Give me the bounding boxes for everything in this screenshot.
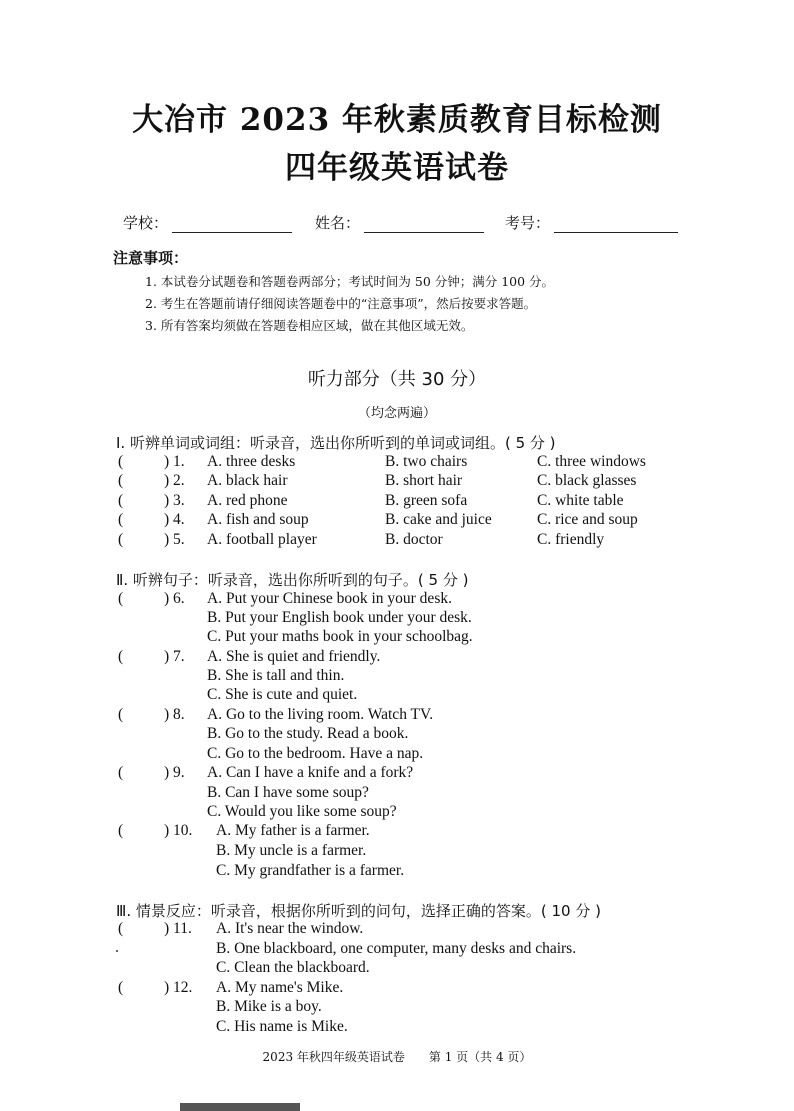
part3-heading: Ⅲ. 情景反应：听录音，根据你所听到的问句，选择正确的答案。( 10 分 ) [116, 902, 601, 920]
option-a: A. fish and soup [207, 511, 309, 528]
school-field[interactable] [123, 212, 292, 233]
option-a: A. black hair [207, 472, 288, 489]
answer-paren[interactable]: ( [118, 492, 124, 509]
part2-heading: Ⅱ. 听辨句子：听录音，选出你所听到的句子。( 5 分 ) [116, 571, 469, 589]
option-b: B. cake and juice [385, 511, 492, 528]
name-label: 姓名： [315, 214, 361, 232]
listening-note: （均念两遍） [357, 406, 436, 421]
question-number: ) 12. [164, 979, 193, 996]
part1-heading: Ⅰ. 听辨单词或词组：听录音，选出你所听到的单词或词组。( 5 分 ) [116, 434, 556, 452]
notice-item: 3. 所有答案均须做在答题卷相应区域，做在其他区域无效。 [145, 318, 474, 333]
option-c: C. Would you like some soup? [207, 803, 397, 820]
school-blank[interactable] [172, 218, 292, 233]
option-b: B. Go to the study. Read a book. [207, 725, 409, 742]
option-c: C. Go to the bedroom. Have a nap. [207, 745, 424, 762]
answer-paren[interactable]: ( [118, 706, 124, 723]
exam-number-field[interactable] [505, 212, 678, 233]
name-field[interactable] [315, 212, 484, 233]
question-number: ) 5. [164, 531, 185, 548]
option-c: C. Clean the blackboard. [216, 959, 370, 976]
question-number: ) 8. [164, 706, 185, 723]
option-b: B. Put your English book under your desk. [207, 609, 472, 626]
option-b: B. doctor [385, 531, 443, 548]
option-c: C. white table [537, 492, 624, 509]
option-c: C. friendly [537, 531, 605, 548]
listening-section-heading: 听力部分（共 30 分） [307, 369, 487, 390]
question-number: ) 2. [164, 472, 185, 489]
answer-paren[interactable]: ( [118, 822, 124, 839]
question-number: ) 10. [164, 822, 193, 839]
option-a: A. Can I have a knife and a fork? [207, 764, 414, 781]
option-b: B. green sofa [385, 492, 468, 509]
answer-paren[interactable]: ( [118, 531, 124, 548]
exam-number-label: 考号： [505, 214, 551, 232]
option-b: B. She is tall and thin. [207, 667, 345, 684]
school-label: 学校： [123, 214, 169, 232]
answer-paren[interactable]: ( [118, 511, 124, 528]
notice-item: 1. 本试卷分试题卷和答题卷两部分；考试时间为 50 分钟；满分 100 分。 [145, 274, 555, 289]
notice-item: 2. 考生在答题前请仔细阅读答题卷中的“注意事项”，然后按要求答题。 [145, 296, 537, 311]
option-a: A. three desks [207, 453, 296, 470]
option-a: A. Put your Chinese book in your desk. [207, 590, 452, 607]
option-c: C. black glasses [537, 472, 637, 489]
question-number: ) 6. [164, 590, 185, 607]
option-b: B. short hair [385, 472, 463, 489]
name-blank[interactable] [364, 218, 484, 233]
option-a: A. football player [207, 531, 317, 548]
page-footer: 2023 年秋四年级英语试卷 第 1 页（共 4 页） [262, 1050, 532, 1064]
question-number: ) 11. [164, 920, 192, 937]
exam-subtitle: 四年级英语试卷 [285, 150, 509, 186]
notice-heading: 注意事项： [113, 249, 189, 267]
question-number: ) 7. [164, 648, 185, 665]
answer-paren[interactable]: ( [118, 472, 124, 489]
option-a: A. red phone [207, 492, 288, 509]
option-c: C. Put your maths book in your schoolbag. [207, 628, 473, 645]
option-b: B. two chairs [385, 453, 468, 470]
option-c: C. She is cute and quiet. [207, 686, 358, 703]
answer-paren[interactable]: ( [118, 648, 124, 665]
option-c: C. three windows [537, 453, 646, 470]
option-b: B. Mike is a boy. [216, 998, 322, 1015]
scan-speck [116, 950, 118, 952]
option-c: C. His name is Mike. [216, 1018, 348, 1035]
answer-paren[interactable]: ( [118, 979, 124, 996]
exam-title: 大冶市 2023 年秋素质教育目标检测 [132, 102, 662, 138]
option-a: A. She is quiet and friendly. [207, 648, 381, 665]
option-a: A. Go to the living room. Watch TV. [207, 706, 434, 723]
answer-paren[interactable]: ( [118, 764, 124, 781]
option-a: A. It's near the window. [216, 920, 364, 937]
question-number: ) 1. [164, 453, 185, 470]
question-number: ) 9. [164, 764, 185, 781]
option-b: B. My uncle is a farmer. [216, 842, 367, 859]
question-number: ) 3. [164, 492, 185, 509]
option-a: A. My name's Mike. [216, 979, 344, 996]
option-b: B. Can I have some soup? [207, 784, 369, 801]
exam-number-blank[interactable] [554, 218, 678, 233]
option-b: B. One blackboard, one computer, many desks and chairs. [216, 940, 577, 957]
option-a: A. My father is a farmer. [216, 822, 370, 839]
option-c: C. rice and soup [537, 511, 638, 528]
answer-paren[interactable]: ( [118, 590, 124, 607]
question-number: ) 4. [164, 511, 185, 528]
answer-paren[interactable]: ( [118, 920, 124, 937]
scan-artifact [180, 1103, 300, 1111]
option-c: C. My grandfather is a farmer. [216, 862, 405, 879]
answer-paren[interactable]: ( [118, 453, 124, 470]
